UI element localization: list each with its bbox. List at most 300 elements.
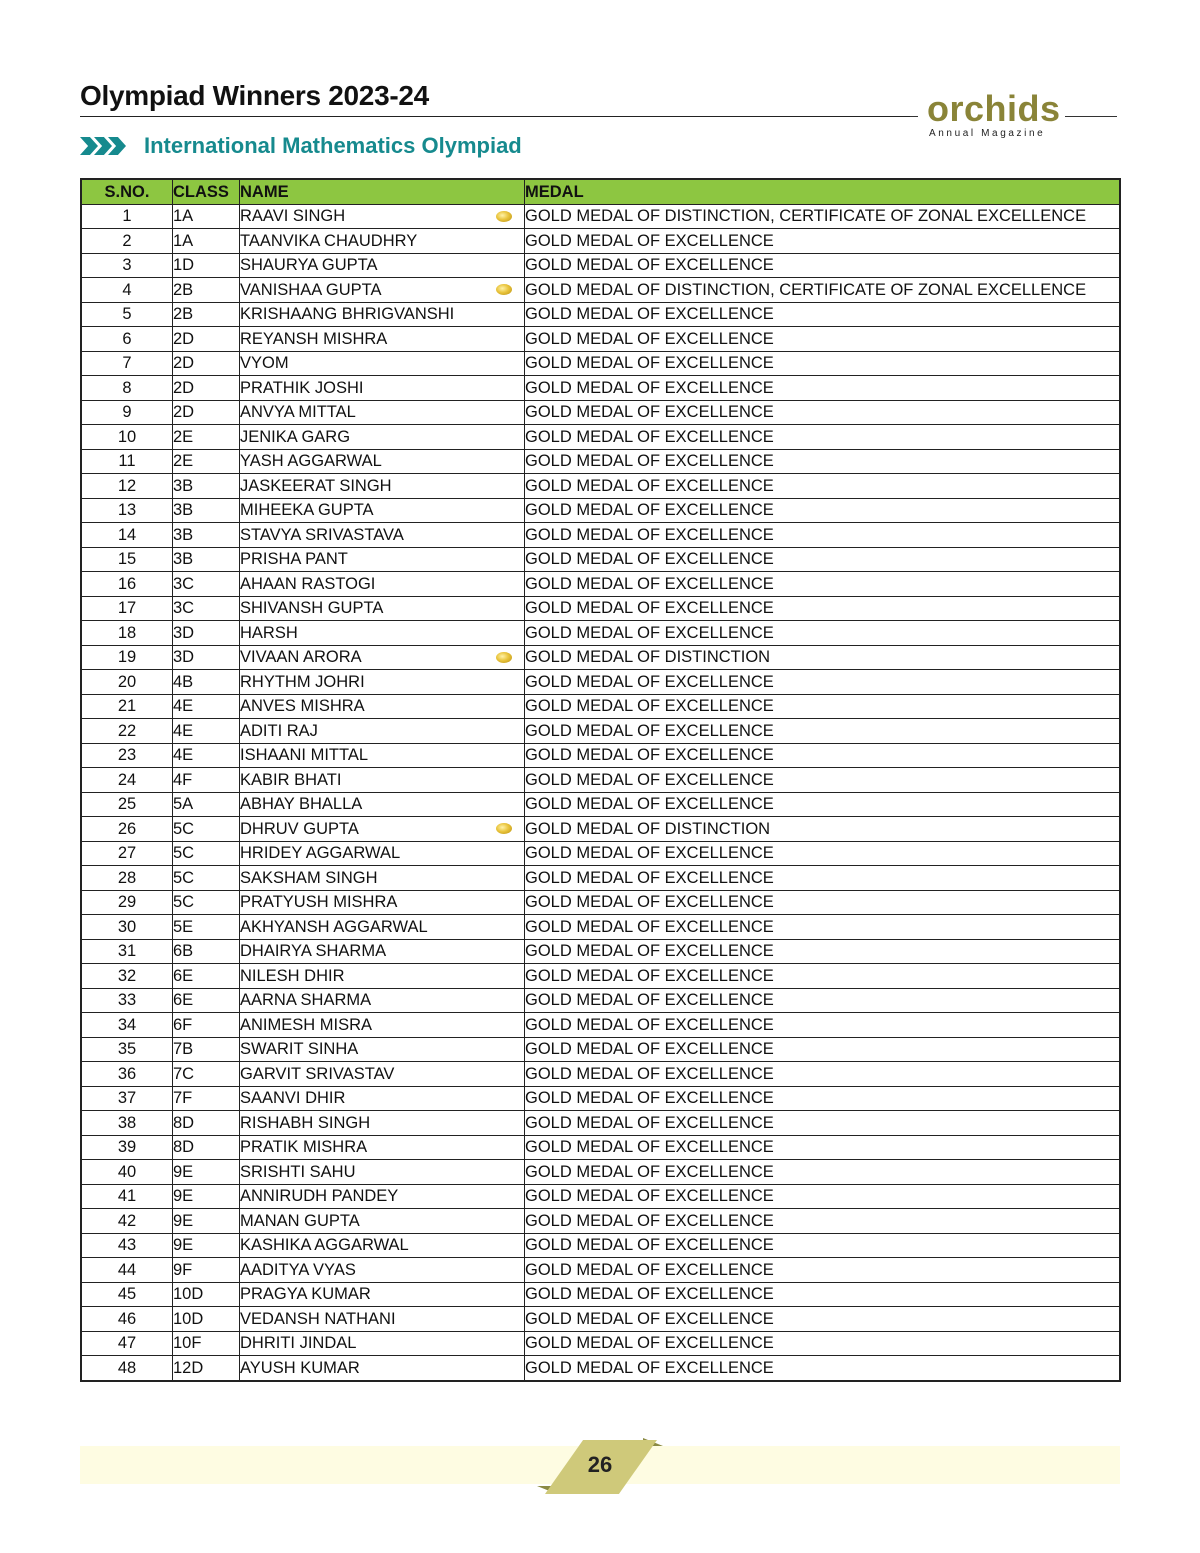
section-title: International Mathematics Olympiad — [144, 133, 522, 158]
gold-medal-icon — [496, 284, 512, 295]
table-row — [81, 1062, 1120, 1087]
cell-medal: GOLD MEDAL OF EXCELLENCE — [525, 523, 1121, 548]
student-name: GARVIT SRIVASTAV — [240, 1064, 395, 1083]
cell-name — [240, 278, 525, 303]
table-body — [81, 204, 1120, 1381]
student-name: MIHEEKA GUPTA — [240, 501, 374, 520]
table-row — [81, 1282, 1120, 1307]
cell-medal: GOLD MEDAL OF EXCELLENCE — [525, 474, 1121, 499]
cell-sno: 22 — [81, 719, 173, 744]
cell-medal: GOLD MEDAL OF EXCELLENCE — [525, 792, 1121, 817]
cell-class: 4E — [173, 694, 240, 719]
cell-name — [240, 621, 525, 646]
cell-class: 2D — [173, 400, 240, 425]
cell-sno: 20 — [81, 670, 173, 695]
table-row — [81, 449, 1120, 474]
page-title: Olympiad Winners 2023-24 — [80, 80, 429, 111]
table-row — [81, 253, 1120, 278]
cell-medal: GOLD MEDAL OF EXCELLENCE — [525, 1307, 1121, 1332]
cell-name — [240, 449, 525, 474]
cell-medal: GOLD MEDAL OF EXCELLENCE — [525, 302, 1121, 327]
cell-medal: GOLD MEDAL OF EXCELLENCE — [525, 1111, 1121, 1136]
student-name: SRISHTI SAHU — [240, 1162, 356, 1181]
cell-class: 3C — [173, 572, 240, 597]
student-name: ANVYA MITTAL — [240, 403, 356, 422]
cell-medal: GOLD MEDAL OF EXCELLENCE — [525, 1135, 1121, 1160]
cell-name — [240, 523, 525, 548]
cell-sno: 30 — [81, 915, 173, 940]
table-row — [81, 988, 1120, 1013]
student-name: ANIMESH MISRA — [240, 1015, 373, 1034]
student-name: KASHIKA AGGARWAL — [240, 1236, 409, 1255]
table-row — [81, 841, 1120, 866]
cell-medal: GOLD MEDAL OF EXCELLENCE — [525, 498, 1121, 523]
cell-sno: 5 — [81, 302, 173, 327]
table-row — [81, 596, 1120, 621]
cell-medal: GOLD MEDAL OF EXCELLENCE — [525, 376, 1121, 401]
cell-medal: GOLD MEDAL OF EXCELLENCE — [525, 1184, 1121, 1209]
cell-class: 6F — [173, 1013, 240, 1038]
student-name: PRISHA PANT — [240, 550, 348, 569]
cell-medal: GOLD MEDAL OF EXCELLENCE — [525, 1209, 1121, 1234]
cell-class: 3C — [173, 596, 240, 621]
student-name: RISHABH SINGH — [240, 1113, 371, 1132]
cell-name — [240, 719, 525, 744]
cell-medal: GOLD MEDAL OF EXCELLENCE — [525, 229, 1121, 254]
brand-name: orchids — [927, 88, 1061, 129]
student-name: RAAVI SINGH — [240, 207, 346, 226]
cell-sno: 13 — [81, 498, 173, 523]
student-name: NILESH DHIR — [240, 966, 345, 985]
gold-medal-icon — [496, 211, 512, 222]
cell-sno: 43 — [81, 1233, 173, 1258]
cell-medal: GOLD MEDAL OF EXCELLENCE — [525, 694, 1121, 719]
cell-sno: 33 — [81, 988, 173, 1013]
cell-class: 3B — [173, 547, 240, 572]
column-header-name: NAME — [240, 179, 525, 204]
cell-name — [240, 229, 525, 254]
cell-sno: 47 — [81, 1331, 173, 1356]
table-row — [81, 939, 1120, 964]
cell-name — [240, 1258, 525, 1283]
table-row — [81, 400, 1120, 425]
cell-class: 6B — [173, 939, 240, 964]
student-name: PRATHIK JOSHI — [240, 378, 364, 397]
cell-medal: GOLD MEDAL OF EXCELLENCE — [525, 1258, 1121, 1283]
student-name: HARSH — [240, 623, 298, 642]
student-name: SWARIT SINHA — [240, 1040, 359, 1059]
student-name: PRATIK MISHRA — [240, 1138, 368, 1157]
table-row — [81, 1086, 1120, 1111]
cell-name — [240, 1013, 525, 1038]
student-name: SHIVANSH GUPTA — [240, 599, 384, 618]
student-name: ADITI RAJ — [240, 721, 318, 740]
cell-name — [240, 572, 525, 597]
cell-medal: GOLD MEDAL OF EXCELLENCE — [525, 327, 1121, 352]
cell-class: 4E — [173, 743, 240, 768]
cell-name — [240, 1209, 525, 1234]
student-name: HRIDEY AGGARWAL — [240, 844, 401, 863]
cell-class: 2D — [173, 376, 240, 401]
column-header-medal: MEDAL — [525, 179, 1121, 204]
cell-medal: GOLD MEDAL OF EXCELLENCE — [525, 964, 1121, 989]
cell-class: 4F — [173, 768, 240, 793]
cell-sno: 15 — [81, 547, 173, 572]
cell-name — [240, 817, 525, 842]
table-row — [81, 1356, 1120, 1381]
cell-class: 10D — [173, 1282, 240, 1307]
table-row — [81, 915, 1120, 940]
cell-name — [240, 792, 525, 817]
cell-sno: 18 — [81, 621, 173, 646]
cell-name — [240, 1086, 525, 1111]
cell-class: 1D — [173, 253, 240, 278]
cell-name — [240, 988, 525, 1013]
student-name: DHRUV GUPTA — [240, 819, 359, 838]
cell-sno: 35 — [81, 1037, 173, 1062]
student-name: PRATYUSH MISHRA — [240, 893, 398, 912]
cell-name — [240, 425, 525, 450]
cell-name — [240, 498, 525, 523]
cell-class: 4B — [173, 670, 240, 695]
table-row — [81, 302, 1120, 327]
student-name: RHYTHM JOHRI — [240, 672, 365, 691]
cell-sno: 46 — [81, 1307, 173, 1332]
cell-medal: GOLD MEDAL OF DISTINCTION, CERTIFICATE OF ZONAL EXCELLENCE — [525, 204, 1121, 229]
cell-medal: GOLD MEDAL OF EXCELLENCE — [525, 425, 1121, 450]
table-row — [81, 866, 1120, 891]
student-name: AKHYANSH AGGARWAL — [240, 917, 428, 936]
cell-name — [240, 1111, 525, 1136]
cell-name — [240, 964, 525, 989]
cell-class: 2B — [173, 302, 240, 327]
table-row — [81, 719, 1120, 744]
cell-class: 9E — [173, 1184, 240, 1209]
table-row — [81, 1013, 1120, 1038]
cell-name — [240, 890, 525, 915]
cell-name — [240, 474, 525, 499]
cell-name — [240, 1331, 525, 1356]
cell-class: 7F — [173, 1086, 240, 1111]
student-name: SAKSHAM SINGH — [240, 868, 378, 887]
cell-medal: GOLD MEDAL OF EXCELLENCE — [525, 841, 1121, 866]
cell-class: 2D — [173, 351, 240, 376]
cell-sno: 27 — [81, 841, 173, 866]
table-header-row — [81, 179, 1120, 204]
cell-class: 10F — [173, 1331, 240, 1356]
cell-medal: GOLD MEDAL OF EXCELLENCE — [525, 449, 1121, 474]
cell-sno: 25 — [81, 792, 173, 817]
cell-name — [240, 547, 525, 572]
brand-rule-left — [910, 116, 918, 117]
cell-class: 5A — [173, 792, 240, 817]
cell-sno: 17 — [81, 596, 173, 621]
cell-name — [240, 376, 525, 401]
cell-class: 3D — [173, 621, 240, 646]
cell-sno: 32 — [81, 964, 173, 989]
student-name: AARNA SHARMA — [240, 991, 372, 1010]
cell-name — [240, 1356, 525, 1381]
cell-sno: 39 — [81, 1135, 173, 1160]
cell-medal: GOLD MEDAL OF EXCELLENCE — [525, 1086, 1121, 1111]
table-row — [81, 351, 1120, 376]
cell-class: 9E — [173, 1209, 240, 1234]
triple-chevron-right-icon — [80, 137, 122, 155]
cell-class: 8D — [173, 1111, 240, 1136]
cell-sno: 41 — [81, 1184, 173, 1209]
cell-name — [240, 596, 525, 621]
table-row — [81, 964, 1120, 989]
student-name: KABIR BHATI — [240, 770, 342, 789]
table-row — [81, 1233, 1120, 1258]
cell-class: 5E — [173, 915, 240, 940]
cell-class: 3B — [173, 474, 240, 499]
cell-class: 1A — [173, 204, 240, 229]
cell-name — [240, 1135, 525, 1160]
column-header-sno: S.NO. — [81, 179, 173, 204]
cell-medal: GOLD MEDAL OF EXCELLENCE — [525, 621, 1121, 646]
cell-sno: 2 — [81, 229, 173, 254]
cell-class: 7C — [173, 1062, 240, 1087]
title-divider — [80, 116, 918, 117]
gold-medal-icon — [496, 823, 512, 834]
student-name: JENIKA GARG — [240, 427, 351, 446]
cell-sno: 7 — [81, 351, 173, 376]
page-number: 26 — [587, 1452, 613, 1477]
cell-medal: GOLD MEDAL OF EXCELLENCE — [525, 915, 1121, 940]
table-row — [81, 547, 1120, 572]
cell-sno: 44 — [81, 1258, 173, 1283]
student-name: DHAIRYA SHARMA — [240, 942, 387, 961]
cell-medal: GOLD MEDAL OF EXCELLENCE — [525, 939, 1121, 964]
cell-class: 5C — [173, 817, 240, 842]
cell-medal: GOLD MEDAL OF EXCELLENCE — [525, 743, 1121, 768]
table-row — [81, 1258, 1120, 1283]
cell-sno: 10 — [81, 425, 173, 450]
cell-medal: GOLD MEDAL OF EXCELLENCE — [525, 988, 1121, 1013]
cell-class: 5C — [173, 890, 240, 915]
cell-medal: GOLD MEDAL OF DISTINCTION, CERTIFICATE OF ZONAL EXCELLENCE — [525, 278, 1121, 303]
student-name: ANVES MISHRA — [240, 697, 365, 716]
brand-rule-right — [1065, 116, 1117, 117]
table-row — [81, 1037, 1120, 1062]
table-row — [81, 743, 1120, 768]
table-row — [81, 327, 1120, 352]
table-row — [81, 1160, 1120, 1185]
cell-medal: GOLD MEDAL OF EXCELLENCE — [525, 1062, 1121, 1087]
brand-logo — [920, 88, 1120, 142]
table-row — [81, 1184, 1120, 1209]
table-row — [81, 425, 1120, 450]
table-row — [81, 498, 1120, 523]
student-name: AYUSH KUMAR — [240, 1358, 360, 1377]
cell-medal: GOLD MEDAL OF EXCELLENCE — [525, 400, 1121, 425]
cell-class: 12D — [173, 1356, 240, 1381]
cell-class: 3D — [173, 645, 240, 670]
table-row — [81, 694, 1120, 719]
cell-sno: 9 — [81, 400, 173, 425]
cell-name — [240, 400, 525, 425]
table-row — [81, 1111, 1120, 1136]
cell-sno: 45 — [81, 1282, 173, 1307]
student-name: TAANVIKA CHAUDHRY — [240, 231, 418, 250]
cell-name — [240, 841, 525, 866]
cell-sno: 38 — [81, 1111, 173, 1136]
cell-name — [240, 302, 525, 327]
student-name: SHAURYA GUPTA — [240, 256, 378, 275]
cell-medal: GOLD MEDAL OF EXCELLENCE — [525, 670, 1121, 695]
cell-class: 2E — [173, 425, 240, 450]
table-row — [81, 1307, 1120, 1332]
winners-table — [80, 178, 1121, 1382]
cell-name — [240, 1184, 525, 1209]
cell-class: 2D — [173, 327, 240, 352]
cell-class: 3B — [173, 523, 240, 548]
cell-name — [240, 1037, 525, 1062]
cell-medal: GOLD MEDAL OF EXCELLENCE — [525, 253, 1121, 278]
cell-sno: 1 — [81, 204, 173, 229]
table-row — [81, 890, 1120, 915]
cell-sno: 31 — [81, 939, 173, 964]
student-name: REYANSH MISHRA — [240, 329, 388, 348]
section-heading — [80, 132, 522, 160]
student-name: VIVAAN ARORA — [240, 648, 362, 667]
cell-sno: 4 — [81, 278, 173, 303]
table-row — [81, 572, 1120, 597]
cell-name — [240, 1160, 525, 1185]
student-name: DHRITI JINDAL — [240, 1334, 357, 1353]
table-row — [81, 621, 1120, 646]
student-name: ISHAANI MITTAL — [240, 746, 369, 765]
student-name: KRISHAANG BHRIGVANSHI — [240, 305, 455, 324]
student-name: VANISHAA GUPTA — [240, 280, 382, 299]
table-row — [81, 523, 1120, 548]
cell-sno: 3 — [81, 253, 173, 278]
cell-class: 5C — [173, 841, 240, 866]
cell-sno: 40 — [81, 1160, 173, 1185]
table-row — [81, 376, 1120, 401]
cell-class: 8D — [173, 1135, 240, 1160]
cell-medal: GOLD MEDAL OF EXCELLENCE — [525, 596, 1121, 621]
student-name: VEDANSH NATHANI — [240, 1309, 396, 1328]
cell-medal: GOLD MEDAL OF EXCELLENCE — [525, 1160, 1121, 1185]
page-number-tab — [535, 1438, 665, 1494]
cell-name — [240, 645, 525, 670]
cell-class: 9F — [173, 1258, 240, 1283]
cell-name — [240, 1062, 525, 1087]
student-name: AADITYA VYAS — [240, 1260, 356, 1279]
cell-class: 9E — [173, 1160, 240, 1185]
cell-sno: 36 — [81, 1062, 173, 1087]
cell-medal: GOLD MEDAL OF EXCELLENCE — [525, 1331, 1121, 1356]
cell-class: 7B — [173, 1037, 240, 1062]
student-name: YASH AGGARWAL — [240, 452, 382, 471]
student-name: PRAGYA KUMAR — [240, 1285, 371, 1304]
cell-sno: 11 — [81, 449, 173, 474]
student-name: SAANVI DHIR — [240, 1089, 346, 1108]
cell-sno: 28 — [81, 866, 173, 891]
cell-name — [240, 1282, 525, 1307]
student-name: STAVYA SRIVASTAVA — [240, 525, 404, 544]
table-row — [81, 670, 1120, 695]
cell-sno: 48 — [81, 1356, 173, 1381]
cell-name — [240, 1307, 525, 1332]
cell-name — [240, 253, 525, 278]
cell-medal: GOLD MEDAL OF EXCELLENCE — [525, 547, 1121, 572]
cell-sno: 34 — [81, 1013, 173, 1038]
cell-sno: 24 — [81, 768, 173, 793]
student-name: ANNIRUDH PANDEY — [240, 1187, 399, 1206]
cell-medal: GOLD MEDAL OF EXCELLENCE — [525, 866, 1121, 891]
cell-sno: 23 — [81, 743, 173, 768]
cell-sno: 21 — [81, 694, 173, 719]
cell-medal: GOLD MEDAL OF EXCELLENCE — [525, 351, 1121, 376]
cell-name — [240, 694, 525, 719]
cell-class: 4E — [173, 719, 240, 744]
cell-sno: 16 — [81, 572, 173, 597]
cell-sno: 14 — [81, 523, 173, 548]
student-name: ABHAY BHALLA — [240, 795, 363, 814]
cell-sno: 26 — [81, 817, 173, 842]
cell-name — [240, 670, 525, 695]
student-name: JASKEERAT SINGH — [240, 476, 392, 495]
table-row — [81, 1135, 1120, 1160]
cell-sno: 8 — [81, 376, 173, 401]
cell-class: 6E — [173, 988, 240, 1013]
student-name: MANAN GUPTA — [240, 1211, 360, 1230]
table-row — [81, 1209, 1120, 1234]
cell-name — [240, 866, 525, 891]
table-row — [81, 1331, 1120, 1356]
brand-subtitle: Annual Magazine — [929, 128, 1046, 139]
gold-medal-icon — [496, 652, 512, 663]
cell-name — [240, 204, 525, 229]
cell-class: 10D — [173, 1307, 240, 1332]
table-row — [81, 278, 1120, 303]
table-row — [81, 768, 1120, 793]
cell-medal: GOLD MEDAL OF EXCELLENCE — [525, 1013, 1121, 1038]
student-name: AHAAN RASTOGI — [240, 574, 376, 593]
cell-sno: 42 — [81, 1209, 173, 1234]
table-row — [81, 204, 1120, 229]
cell-class: 1A — [173, 229, 240, 254]
cell-name — [240, 351, 525, 376]
cell-name — [240, 768, 525, 793]
cell-class: 9E — [173, 1233, 240, 1258]
cell-sno: 6 — [81, 327, 173, 352]
cell-medal: GOLD MEDAL OF EXCELLENCE — [525, 719, 1121, 744]
cell-name — [240, 915, 525, 940]
cell-class: 3B — [173, 498, 240, 523]
cell-medal: GOLD MEDAL OF DISTINCTION — [525, 645, 1121, 670]
table-row — [81, 817, 1120, 842]
cell-class: 2E — [173, 449, 240, 474]
cell-medal: GOLD MEDAL OF EXCELLENCE — [525, 1282, 1121, 1307]
cell-medal: GOLD MEDAL OF EXCELLENCE — [525, 1037, 1121, 1062]
table-row — [81, 474, 1120, 499]
cell-medal: GOLD MEDAL OF DISTINCTION — [525, 817, 1121, 842]
cell-name — [240, 939, 525, 964]
cell-class: 6E — [173, 964, 240, 989]
cell-medal: GOLD MEDAL OF EXCELLENCE — [525, 1233, 1121, 1258]
cell-sno: 37 — [81, 1086, 173, 1111]
table-row — [81, 645, 1120, 670]
cell-sno: 12 — [81, 474, 173, 499]
cell-name — [240, 743, 525, 768]
cell-name — [240, 327, 525, 352]
column-header-class: CLASS — [173, 179, 240, 204]
cell-medal: GOLD MEDAL OF EXCELLENCE — [525, 768, 1121, 793]
